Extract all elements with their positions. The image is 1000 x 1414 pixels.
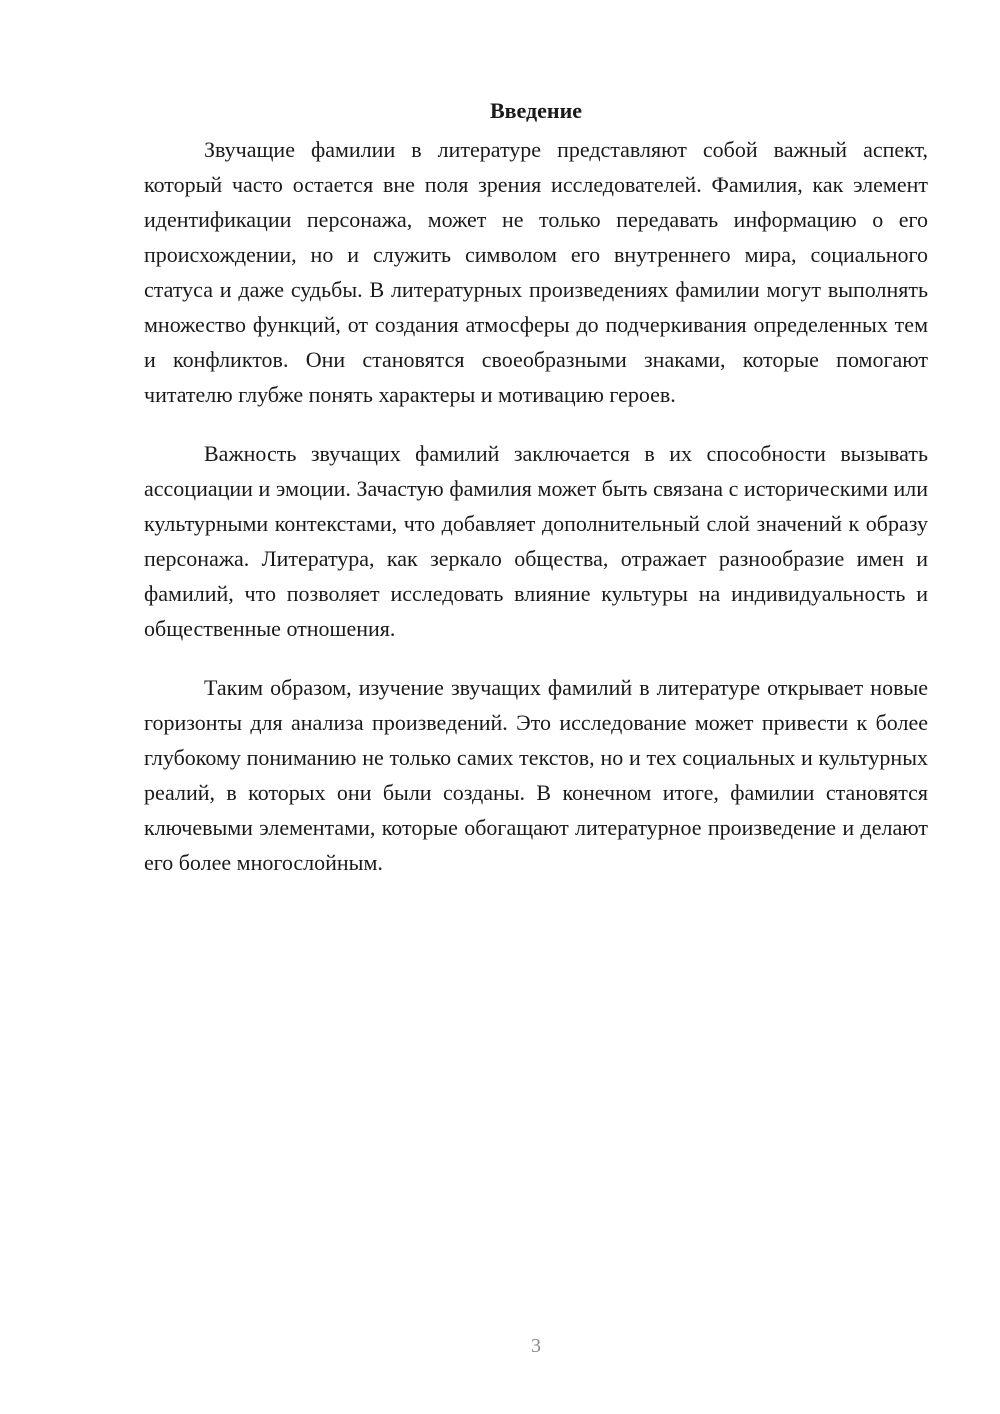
paragraph-1: Звучащие фамилии в литературе представляют собой важный аспект, который часто остается вне поля зрения исследователей. Фамилия, как элемент идентификации персонажа, может не только передавать информацию о его происхождении, но и служить символом его внутреннего мира, социального статуса и даже судьбы. В литературных произведениях фамилии могут выполнять множество функций, от создания атмосферы до подчеркивания определенных тем и конфликтов. Они становятся своеобразными знаками, которые помогают читателю глубже понять характеры и мотивацию героев. xyxy=(144,137,928,407)
section-title: Введение xyxy=(489,98,583,123)
page-content xyxy=(144,96,928,904)
paragraph-3: Таким образом, изучение звучащих фамилий в литературе открывает новые горизонты для анализа произведений. Это исследование может привести к более глубокому пониманию не только самих текстов, но и тех социальных и культурных реалий, в которых они были созданы. В конечном итоге, фамилии становятся ключевыми элементами, которые обогащают литературное произведение и делают его более многослойным. xyxy=(144,675,928,875)
page-number: 3 xyxy=(531,1335,541,1357)
paragraph-2: Важность звучащих фамилий заключается в их способности вызывать ассоциации и эмоции. Зачастую фамилия может быть связана с историческими или культурными контекстами, что добавляет дополнительный слой значений к образу персонажа. Литература, как зеркало общества, отражает разнообразие имен и фамилий, что позволяет исследовать влияние культуры на индивидуальность и общественные отношения. xyxy=(144,441,928,641)
